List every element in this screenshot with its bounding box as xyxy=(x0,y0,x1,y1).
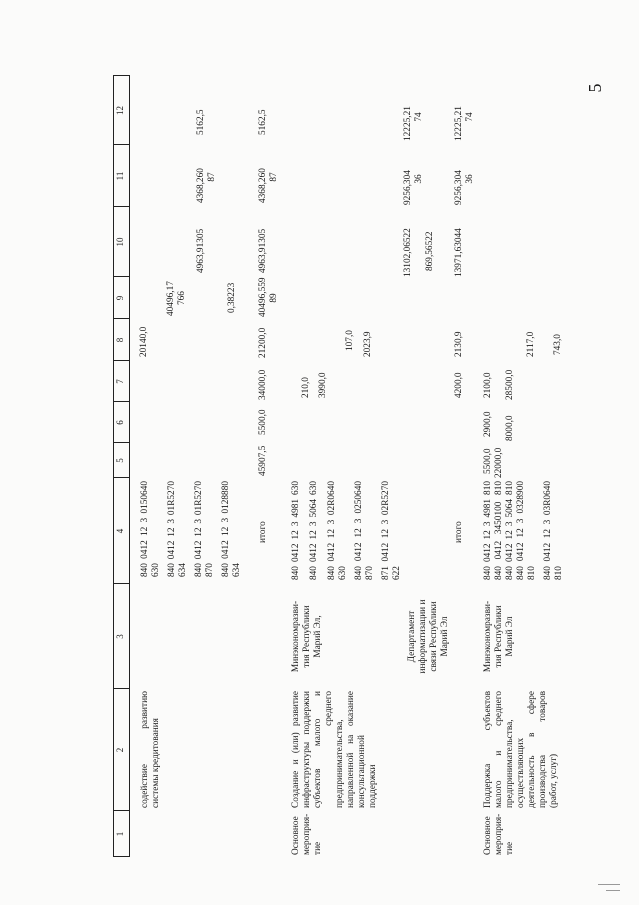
block2-code-2: 840 0412 3450100 810 xyxy=(494,481,504,580)
block2-resp1-line3: Марий Эл xyxy=(505,616,515,657)
block1-desc-line4: среднего xyxy=(324,691,334,726)
top-c11-r3a: 4368,260 xyxy=(196,168,206,203)
top-code-3: 840 0412 12 3 01R5270 870 xyxy=(194,481,215,577)
block2-type-line2: мероприя- xyxy=(494,813,504,855)
col-header-8: 8 xyxy=(115,337,125,343)
block1-type-line2: мероприя- xyxy=(302,813,312,855)
block1-c11-r5a: 9256,304 xyxy=(403,170,413,205)
header-bottom-rule xyxy=(129,75,130,857)
block1-resp2-line4: Марий Эл xyxy=(440,616,450,657)
block1-desc-line3: субъектов малого и xyxy=(313,691,323,808)
top-desc-line2: системы кредитования xyxy=(151,718,161,808)
top-c9-r4: 0,38223 xyxy=(227,282,237,313)
top-c8-r1: 20140,0 xyxy=(139,326,149,357)
block1-resp1-line1: Минэкономразви- xyxy=(291,600,301,673)
block1-code-3: 840 0412 12 3 02R0640 630 xyxy=(327,481,348,580)
block2-desc-line7: (работ, услуг) xyxy=(549,753,559,808)
col-header-5: 5 xyxy=(115,458,125,463)
col-header-2: 2 xyxy=(115,747,125,753)
block2-resp1-line1: Минэкономразви- xyxy=(483,600,493,673)
block1-c11-r5b: 36 xyxy=(414,174,424,184)
top-desc-line1: содействие развитию xyxy=(140,691,150,808)
top-total-c6: 5500,0 xyxy=(258,409,268,435)
block1-desc-line5: предпринимательства, xyxy=(335,719,345,808)
block2-c5-r2: 22000,0 xyxy=(494,447,504,478)
block2-desc-line4: осуществляющих xyxy=(516,737,526,808)
top-total-c10: 4963,91305 xyxy=(258,228,268,273)
block2-code-1: 840 0412 12 3 4981 810 xyxy=(483,481,493,580)
top-total-c12: 5162,5 xyxy=(258,109,268,135)
scan-mark xyxy=(598,884,620,885)
scan-mark xyxy=(606,890,620,891)
block1-total-c11a: 9256,304 xyxy=(454,170,464,205)
col-header-1: 1 xyxy=(115,831,125,837)
block1-c12-r5b: 74 xyxy=(414,112,424,122)
block1-total-c12b: 74 xyxy=(465,112,475,122)
block2-desc-line2: малого и среднего xyxy=(494,691,504,808)
block1-c10-r5: 13102,06522 xyxy=(403,228,413,277)
block1-c7-r1: 210,0 xyxy=(301,377,311,398)
block2-code-4: 840 0412 12 3 0328900 810 xyxy=(516,481,537,580)
block2-code-3: 840 0412 12 3 5064 810 xyxy=(505,481,515,580)
block1-resp2-line3: связи Республики xyxy=(429,601,439,672)
top-c12-r3: 5162,5 xyxy=(196,109,206,135)
block1-code-4: 840 0412 12 3 0250640 870 xyxy=(354,481,375,580)
block2-type-line3: тие xyxy=(505,841,515,855)
top-c11-r3b: 87 xyxy=(207,172,217,182)
block1-desc-line2: инфраструктуры поддержки xyxy=(302,691,312,808)
block2-code-5: 840 0412 12 3 03R0640 810 xyxy=(543,481,564,580)
col-header-9: 9 xyxy=(115,295,125,301)
block1-c8-r4: 2023,9 xyxy=(363,331,373,357)
page-number: 5 xyxy=(585,83,605,93)
table-top-rule xyxy=(113,75,114,857)
block1-desc-line6: направленной на оказание xyxy=(346,691,356,808)
block1-total-c12a: 12225,21 xyxy=(454,106,464,141)
block1-c10-r6: 869,56522 xyxy=(425,231,435,271)
col-header-3: 3 xyxy=(115,634,125,639)
block1-resp1-line3: Марий Эл, xyxy=(313,615,323,658)
block1-desc-line8: поддержки xyxy=(368,764,378,808)
block1-desc-line1: Создание и (или) развитие xyxy=(291,691,301,808)
block2-c7-r3: 28500,0 xyxy=(505,369,515,400)
top-total-c11b: 87 xyxy=(269,172,279,182)
block2-desc-line1: Поддержка субъектов xyxy=(483,691,493,808)
block2-desc-line3: предпринимательства, xyxy=(505,719,515,808)
block1-type-line3: тие xyxy=(313,841,323,855)
block2-c6-r1: 2900,0 xyxy=(483,411,493,437)
top-total-c9b: 89 xyxy=(269,293,279,303)
block1-total-c11b: 36 xyxy=(465,174,475,184)
block2-desc-line5: деятельность в сфере xyxy=(527,691,537,808)
block1-code-5: 871 0412 12 3 02R5270 622 xyxy=(381,481,402,580)
top-total-c5: 45907,5 xyxy=(258,445,268,476)
block1-c8-r3: 107,0 xyxy=(345,330,355,351)
top-code-2: 840 0412 12 3 01R5270 634 xyxy=(167,481,188,577)
block2-c5-r1: 5500,0 xyxy=(483,448,493,474)
top-total-c9a: 40496,559 xyxy=(258,277,268,317)
block2-desc-line6: производства товаров xyxy=(538,691,548,808)
top-total-c11a: 4368,260 xyxy=(258,168,268,203)
block1-total-c8: 2130,9 xyxy=(454,331,464,357)
block1-total-c7: 4200,0 xyxy=(454,372,464,398)
col-header-6: 6 xyxy=(115,420,125,425)
top-c9-r2b: 766 xyxy=(177,291,187,305)
block2-c8-r5: 743,0 xyxy=(553,334,563,355)
top-c9-r2a: 40496,17 xyxy=(166,281,176,316)
budget-table xyxy=(113,75,613,857)
top-code-4: 840 0412 12 3 0128880 634 xyxy=(221,481,242,577)
block1-c7-r2: 3990,0 xyxy=(318,372,328,398)
block2-type-line1: Основное xyxy=(483,816,493,855)
block1-code-2: 840 0412 12 3 5064 630 xyxy=(309,481,319,580)
block1-resp2-line2: информатизации и xyxy=(418,599,428,674)
col-header-7: 7 xyxy=(115,379,125,384)
block2-c8-r4: 2117,0 xyxy=(526,331,536,357)
block2-c7-r1: 2100,0 xyxy=(483,372,493,398)
top-total-c7: 34000,0 xyxy=(258,369,268,400)
block2-c6-r3: 8000,0 xyxy=(505,415,515,441)
block1-total-label: итого xyxy=(454,521,464,543)
block1-resp2-line1: Департамент xyxy=(407,610,417,663)
top-total-c8: 21200,0 xyxy=(258,327,268,358)
top-c10-r3: 4963,91305 xyxy=(196,228,206,273)
top-total-label: итого xyxy=(258,521,268,543)
col-header-10: 10 xyxy=(115,237,125,247)
col-header-4: 4 xyxy=(115,528,125,534)
block1-resp1-line2: тия Республики xyxy=(302,605,312,668)
block1-desc-line7: консультационной xyxy=(357,735,367,808)
top-code-1: 840 0412 12 3 0150640 630 xyxy=(140,481,161,577)
block1-c12-r5a: 12225,21 xyxy=(403,106,413,141)
col-header-12: 12 xyxy=(115,106,125,115)
col-header-11: 11 xyxy=(115,171,125,181)
block1-total-c10: 13971,63044 xyxy=(454,228,464,277)
block1-type-line1: Основное xyxy=(291,816,301,855)
block2-resp1-line2: тия Республики xyxy=(494,605,504,668)
block1-code-1: 840 0412 12 3 4981 630 xyxy=(291,481,301,580)
